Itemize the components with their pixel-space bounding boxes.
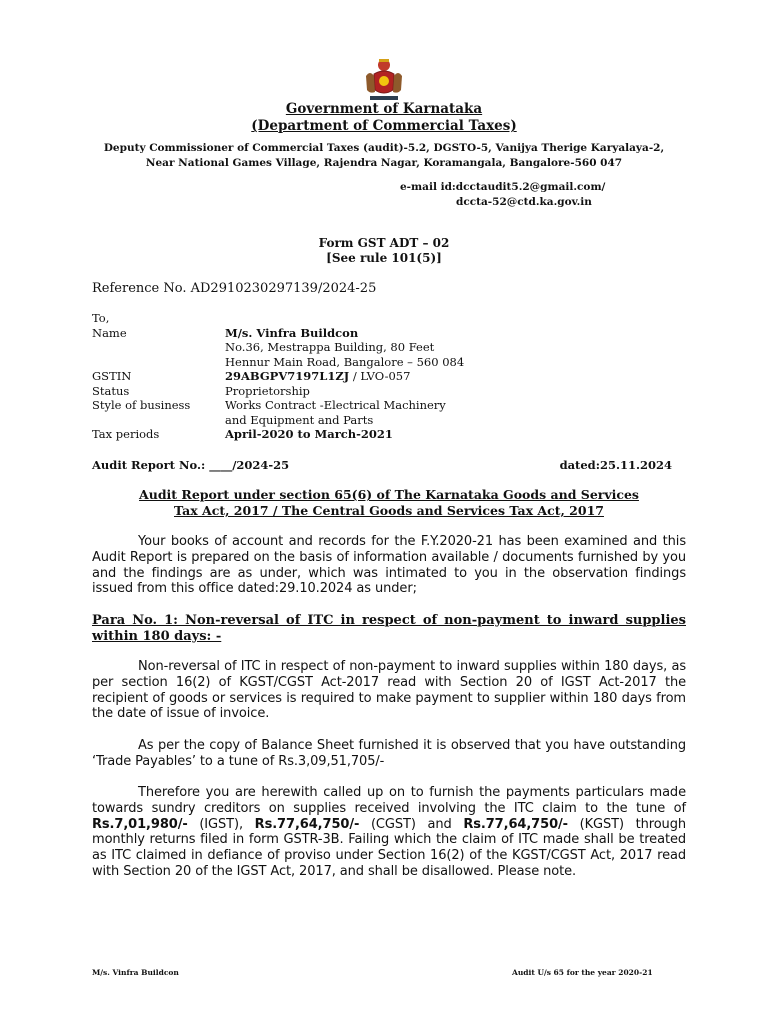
status-value: Proprietorship <box>225 383 310 398</box>
business-label: Style of business <box>92 398 191 412</box>
footer-left: M/s. Vinfra Buildcon <box>92 968 179 977</box>
form-title: Form GST ADT – 02 <box>318 236 450 250</box>
business-line-2: and Equipment and Parts <box>225 412 374 427</box>
email-line-1: e-mail id:dcctaudit5.2@gmail.com/ <box>400 181 606 193</box>
igst-amount: Rs.7,01,980/- <box>92 816 188 832</box>
form-rule: [See rule 101(5)] <box>326 251 442 265</box>
intro-paragraph: Your books of account and records for the F.Y.2020-21 has been examined and this Audit Report is prepared on the basis of information available / documents furnished by you and the findings are as under, which was intimated to you in the observation findings issued from this office dated:29.10.2024 as under; <box>92 534 686 597</box>
reference-number: Reference No. AD2910230297139/2024-25 <box>92 281 377 296</box>
office-line-2: Near National Games Village, Rajendra Nagar, Koramangala, Bangalore-560 047 <box>145 157 623 169</box>
gstin-value: 29ABGPV7197L1ZJ <box>225 369 350 383</box>
office-line-1: Deputy Commissioner of Commercial Taxes (audit)-5.2, DGSTO-5, Vanijya Therige Karyalaya-2, <box>103 142 665 154</box>
footer-right: Audit U/s 65 for the year 2020-21 <box>512 968 653 977</box>
taxpayer-name: M/s. Vinfra Buildcon <box>225 325 359 340</box>
department-title: (Department of Commercial Taxes) <box>251 118 517 134</box>
kgst-amount: Rs.77,64,750/- <box>463 816 568 832</box>
audit-report-number: Audit Report No.: ____/2024-25 <box>92 458 290 472</box>
business-line-1: Works Contract -Electrical Machinery <box>225 398 446 412</box>
name-label: Name <box>92 325 127 340</box>
address-line-2: Hennur Main Road, Bangalore – 560 084 <box>225 354 465 369</box>
karnataka-emblem-icon <box>362 56 406 102</box>
gstin-label: GSTIN <box>92 369 132 383</box>
cgst-amount: Rs.77,64,750/- <box>254 816 360 832</box>
tax-periods-label: Tax periods <box>92 427 160 441</box>
para-1-paragraph-1: Non-reversal of ITC in respect of non-payment to inward supplies within 180 days, as per section 16(2) of KGST/CGST Act-2017 read with Section 20 of IGST Act-2017 the recipient of goods or services is required to make payment to supplier within 180 days from the date of issue of invoice. <box>92 659 686 722</box>
addressee-block <box>92 311 692 442</box>
address-line-1: No.36, Mestrappa Building, 80 Feet <box>225 340 435 354</box>
para-1-paragraph-3: Therefore you are herewith called up on to furnish the payments particulars made towards sundry creditors on supplies received involving the ITC claim to the tune of Rs.7,01,980/- (IGST), Rs.77,64,750/- (CGST) and Rs.77,64,750/- (KGST) through monthly returns filed in form GSTR-3B. Failing which the claim of ITC made shall be treated as ITC claimed in defiance of proviso under Section 16(2) of the KGST/CGST Act, 2017 read with Section 20 of the IGST Act, 2017, and shall be disallowed. Please note. <box>92 785 686 879</box>
gstin-suffix: / LVO-057 <box>349 369 411 383</box>
email-line-2: dccta-52@ctd.ka.gov.in <box>456 196 592 208</box>
audit-report-number-row <box>92 458 672 472</box>
status-label: Status <box>92 383 130 398</box>
office-address <box>80 141 688 171</box>
government-title: Government of Karnataka <box>285 101 483 117</box>
report-title-line-2: Tax Act, 2017 / The Central Goods and Services Tax Act, 2017 <box>174 503 604 518</box>
office-email <box>400 180 605 210</box>
tax-periods-value: April-2020 to March-2021 <box>225 427 393 441</box>
to-label: To, <box>92 311 110 325</box>
para-1-paragraph-2: As per the copy of Balance Sheet furnished it is observed that you have outstanding ‘Trade Payables’ to a tune of Rs.3,09,51,705/- <box>92 738 686 769</box>
report-date: dated:25.11.2024 <box>559 458 672 472</box>
para-1-heading: Para No. 1: Non-reversal of ITC in respect of non-payment to inward supplies within 180 days: - <box>92 613 686 644</box>
report-title-line-1: Audit Report under section 65(6) of The Karnataka Goods and Services <box>139 487 639 502</box>
